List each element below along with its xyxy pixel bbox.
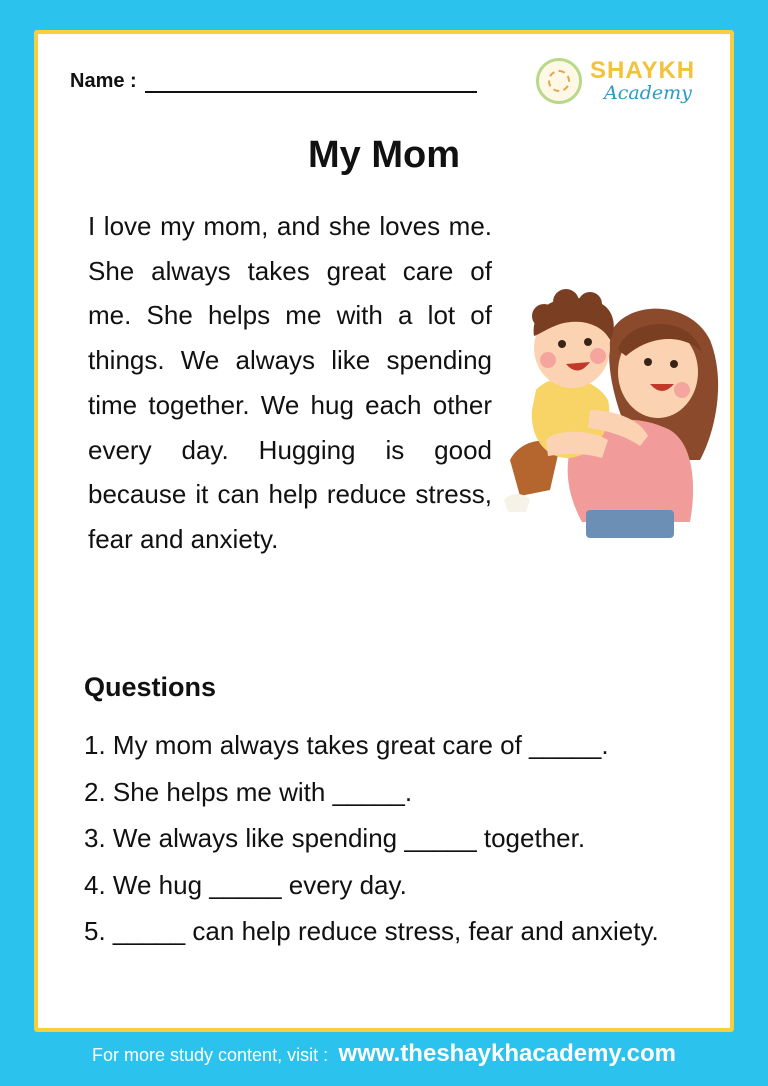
question-item: 2. She helps me with _____. — [84, 776, 413, 807]
name-label: Name : — [70, 70, 137, 92]
name-blank-line — [145, 73, 477, 93]
footer-website-link[interactable]: www.theshaykhacademy.com — [338, 1040, 676, 1067]
name-field-row — [70, 70, 477, 93]
questions-heading: Questions — [84, 672, 217, 702]
question-item: 1. My mom always takes great care of _____. — [84, 730, 609, 760]
footer — [0, 1040, 768, 1068]
shaykh-academy-logo — [536, 58, 695, 104]
question-item: 3. We always like spending _____ together. — [84, 823, 586, 853]
question-item: 5. _____ can help reduce stress, fear and anxiety. — [84, 916, 659, 946]
logo-text — [590, 59, 695, 103]
questions-list — [84, 722, 714, 955]
mother-hugging-child-illustration — [490, 260, 722, 538]
story-paragraph: I love my mom, and she loves me. She always takes great care of me. She helps me with a lot of things. We always like spending time together. We hug each other every day. Hugging is good because it can help reduce stress, fear and anxiety. — [88, 211, 492, 554]
question-item: 4. We hug _____ every day. — [84, 869, 407, 900]
page-title: My Mom — [308, 134, 460, 176]
logo-text-top: SHAYKH — [590, 57, 696, 84]
worksheet-sheet — [34, 30, 734, 1032]
logo-badge-icon — [536, 58, 582, 104]
logo-text-bottom: Academy — [604, 82, 692, 104]
footer-text: For more study content, visit : — [91, 1045, 329, 1065]
